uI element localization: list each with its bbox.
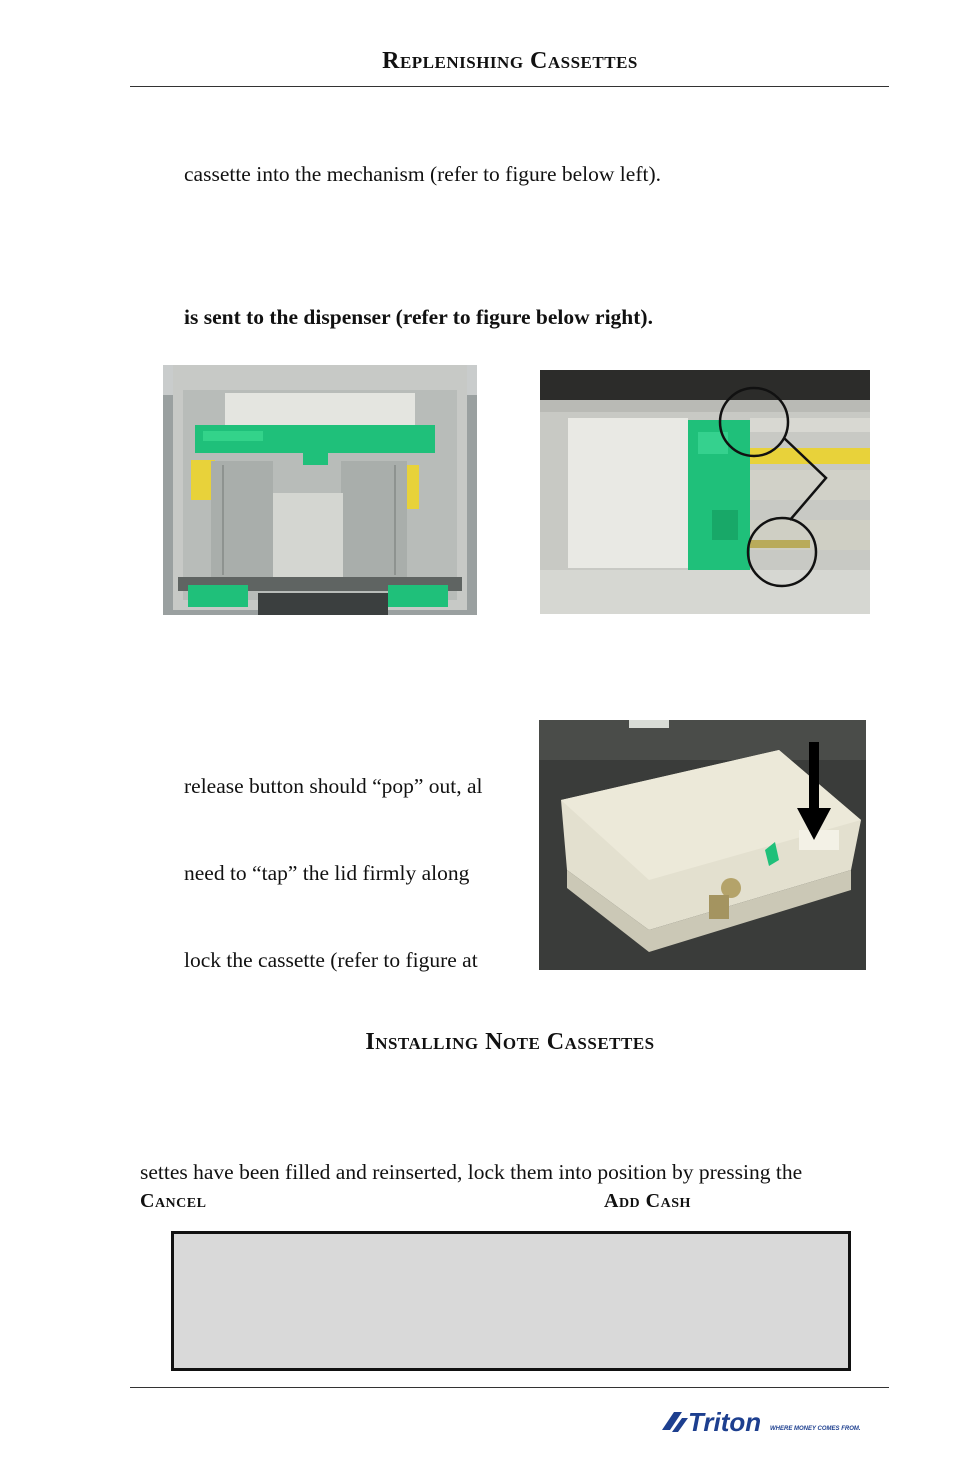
page-header-title: Replenishing Cassettes bbox=[382, 48, 638, 74]
photo-cassette-open bbox=[163, 365, 477, 615]
triton-logo bbox=[660, 1408, 870, 1438]
section-title: Installing Note Cassettes bbox=[365, 1029, 655, 1055]
instruction-text-dispenser: is sent to the dispenser (refer to figure below right). bbox=[184, 305, 653, 329]
add-cash-key-label: Add Cash bbox=[604, 1190, 691, 1212]
header-rule bbox=[130, 86, 889, 87]
bottom-instruction-text: settes have been filled and reinserted, lock them into position by pressing the bbox=[140, 1160, 803, 1184]
triton-brand-text: Triton bbox=[688, 1408, 762, 1437]
side-text-line-2: need to “tap” the lid firmly along bbox=[184, 861, 470, 885]
footer-rule bbox=[130, 1387, 889, 1388]
side-text-line-3: lock the cassette (refer to figure at bbox=[184, 948, 478, 972]
triton-mark-icon bbox=[662, 1412, 688, 1432]
triton-tagline: WHERE MONEY COMES FROM. bbox=[770, 1426, 861, 1432]
photo-cassette-seated bbox=[540, 370, 870, 614]
photo-cassette-lid-locked bbox=[539, 720, 866, 970]
cancel-key-label: Cancel bbox=[140, 1190, 207, 1212]
note-box bbox=[171, 1231, 851, 1371]
side-text-line-1: release button should “pop” out, al bbox=[184, 774, 483, 798]
instruction-text-insert: cassette into the mechanism (refer to figure below left). bbox=[184, 162, 661, 186]
